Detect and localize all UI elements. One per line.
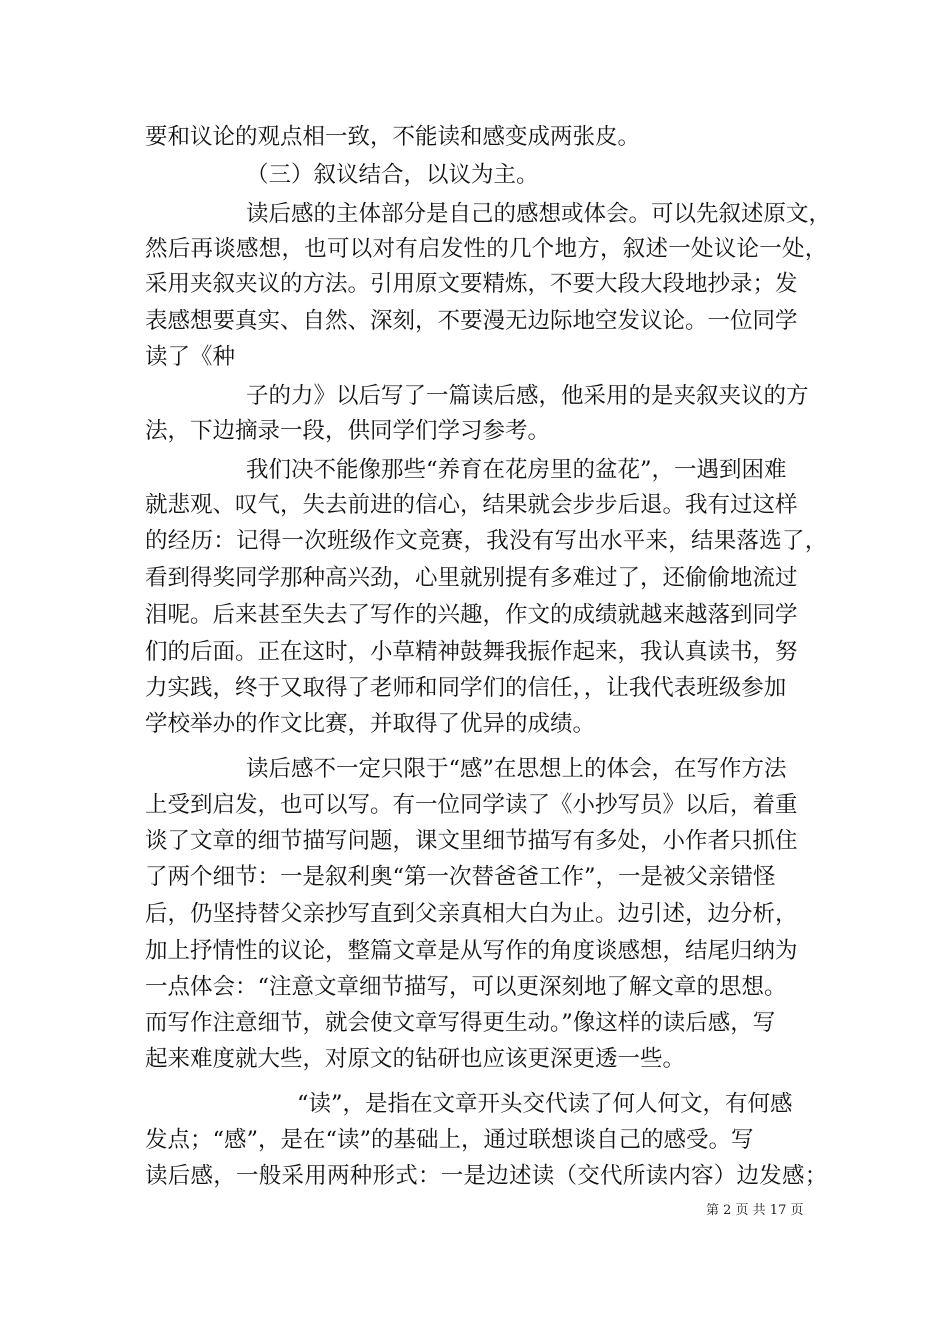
body-line: 法，下边摘录一段，供同学们学习参考。 bbox=[145, 418, 551, 444]
quote-line: 们的后面。正在这时，小草精神鼓舞我振作起来，我认真读书，努 bbox=[145, 639, 798, 665]
body-line: 然后再谈感想，也可以对有启发性的几个地方，叙述一处议论一处， bbox=[145, 236, 828, 262]
body-line: 谈了文章的细节描写问题，课文里细节描写有多处，小作者只抓住 bbox=[145, 828, 798, 854]
body-line: 而写作注意细节，就会使文章写得更生动。”像这样的读后感，写 bbox=[145, 1010, 776, 1036]
body-line: 读后感，一般采用两种形式：一是边述读（交代所读内容）边发感； bbox=[145, 1163, 828, 1189]
body-line: 加上抒情性的议论，整篇文章是从写作的角度谈感想，结尾归纳为 bbox=[145, 938, 798, 964]
quote-line: 泪呢。后来甚至失去了写作的兴趣，作文的成绩就越来越落到同学 bbox=[145, 602, 798, 628]
quote-line: 就悲观、叹气，失去前进的信心，结果就会步步后退。我有过这样 bbox=[145, 492, 798, 518]
quote-line: 我们决不能像那些“养育在花房里的盆花”，一遇到困难 bbox=[246, 457, 787, 483]
body-line: 读后感不一定只限于“感”在思想上的体会，在写作方法 bbox=[246, 756, 787, 782]
body-line: 表感想要真实、自然、深刻，不要漫无边际地空发议论。一位同学 bbox=[145, 308, 798, 334]
quote-line: 力实践，终于又取得了老师和同学们的信任，，让我代表班级参加 bbox=[145, 675, 787, 701]
body-line: 发点；“感”，是在“读”的基础上，通过联想谈自己的感受。写 bbox=[145, 1127, 754, 1153]
body-line: 后，仍坚持替父亲抄写直到父亲真相大白为止。边引述，边分析， bbox=[145, 901, 798, 927]
section-heading: （三）叙议结合，以议为主。 bbox=[246, 162, 539, 188]
quote-line: 看到得奖同学那种高兴劲，心里就别提有多难过了，还偷偷地流过 bbox=[145, 565, 798, 591]
body-line: 要和议论的观点相一致，不能读和感变成两张皮。 bbox=[145, 124, 641, 150]
body-line: 上受到启发，也可以写。有一位同学读了《小抄写员》以后，着重 bbox=[145, 792, 798, 818]
body-line: 读了《种 bbox=[145, 344, 236, 370]
quote-line: 学校举办的作文比赛，并取得了优异的成绩。 bbox=[145, 711, 596, 737]
quote-line: 的经历：记得一次班级作文竞赛，我没有写出水平来，结果落选了， bbox=[145, 528, 828, 554]
body-line: 一点体会：“注意文章细节描写，可以更深刻地了解文章的思想。 bbox=[145, 974, 787, 1000]
body-line: 子的力》以后写了一篇读后感，他采用的是夹叙夹议的方 bbox=[246, 383, 809, 409]
body-line: “读”，是指在文章开头交代读了何人何文，有何感 bbox=[297, 1091, 793, 1117]
body-line: 起来难度就大些，对原文的钻研也应该更深更透一些。 bbox=[145, 1046, 686, 1072]
body-line: 读后感的主体部分是自己的感想或体会。可以先叙述原文， bbox=[246, 201, 832, 227]
page-number: 第 2 页 共 17 页 bbox=[706, 1203, 804, 1218]
body-line: 了两个细节：一是叙利奥“第一次替爸爸工作”，一是被父亲错怪 bbox=[145, 864, 776, 890]
body-line: 采用夹叙夹议的方法。引用原文要精炼，不要大段大段地抄录；发 bbox=[145, 271, 798, 297]
